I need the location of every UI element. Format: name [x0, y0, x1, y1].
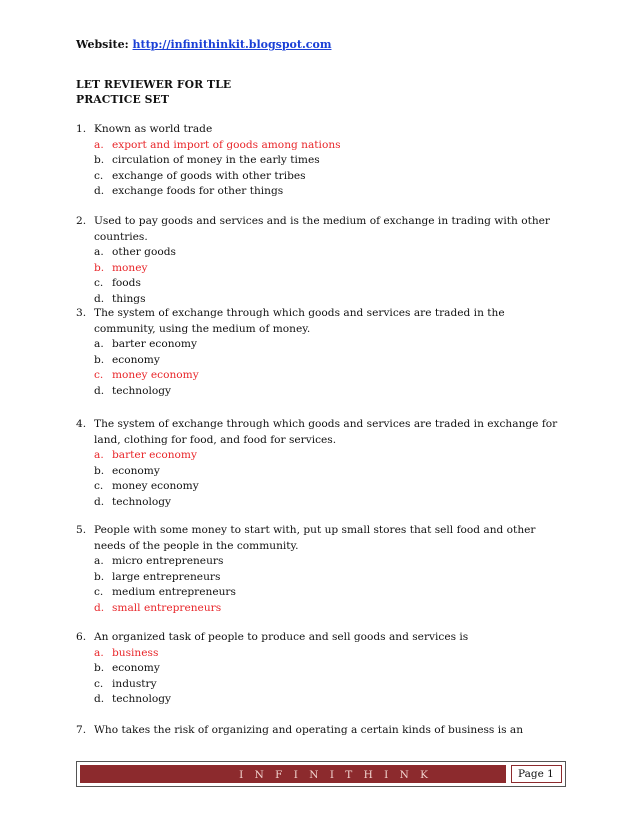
website-link[interactable]: http://infinithinkit.blogspot.com [132, 38, 332, 51]
option-text: exchange of goods with other tribes [112, 169, 306, 182]
answer-option [76, 495, 566, 511]
answer-option-correct [76, 261, 566, 277]
answer-option [76, 337, 566, 353]
question-stem [76, 214, 566, 245]
answer-option-correct [76, 448, 566, 464]
option-letter: c. [94, 677, 104, 690]
question-number: 4. [76, 418, 87, 430]
answer-option [76, 554, 566, 570]
question-number: 3. [76, 307, 87, 319]
question-item [76, 214, 566, 307]
option-text: money economy [112, 480, 199, 492]
question-stem [76, 417, 566, 448]
answer-option [76, 276, 566, 292]
option-text: technology [112, 384, 172, 397]
option-letter: c. [94, 586, 104, 598]
question-item [76, 122, 566, 200]
question-stem [76, 122, 566, 138]
option-letter: d. [94, 185, 105, 197]
option-letter: b. [94, 261, 105, 274]
option-letter: d. [94, 601, 105, 614]
option-letter: a. [94, 449, 104, 461]
option-text: barter economy [112, 449, 197, 461]
document-subtitle: PRACTICE SET [76, 93, 169, 106]
option-letter: c. [94, 277, 104, 289]
answer-option [76, 661, 566, 677]
question-number: 7. [76, 724, 87, 736]
answer-option [76, 692, 566, 708]
option-letter: a. [94, 138, 104, 151]
page-number-box [511, 765, 562, 783]
option-text: economy [112, 353, 160, 366]
option-text: export and import of goods among nations [112, 138, 341, 151]
question-stem [76, 523, 566, 554]
option-text: money economy [112, 369, 199, 381]
option-letter: a. [94, 555, 104, 567]
question-item [76, 523, 566, 616]
question-item [76, 630, 566, 708]
option-text: economy [112, 662, 160, 674]
question-number: 1. [76, 123, 87, 135]
question-stem [76, 306, 566, 337]
option-letter: c. [94, 169, 104, 182]
option-letter: c. [94, 369, 104, 381]
question-text: Who takes the risk of organizing and operating a certain kinds of business is an [94, 724, 524, 736]
question-number: 2. [76, 215, 87, 227]
document-title: LET REVIEWER FOR TLE [76, 78, 232, 91]
option-text: foods [112, 277, 141, 289]
website-line [76, 38, 331, 51]
answer-option [76, 570, 566, 586]
option-letter: d. [94, 384, 105, 397]
answer-option-correct [76, 646, 566, 662]
question-item [76, 723, 566, 739]
option-text: circulation of money in the early times [112, 154, 320, 166]
option-text: other goods [112, 246, 176, 258]
option-text: business [112, 646, 159, 659]
answer-option-correct [76, 601, 566, 617]
option-letter: a. [94, 246, 104, 258]
option-letter: d. [94, 495, 105, 508]
answer-option [76, 585, 566, 601]
option-text: technology [112, 495, 172, 508]
option-letter: a. [94, 646, 104, 659]
question-text: Known as world trade [94, 123, 213, 135]
answer-option [76, 479, 566, 495]
option-text: small entrepreneurs [112, 601, 222, 614]
answer-option-correct [76, 138, 566, 154]
question-text: The system of exchange through which goods and services are traded in the community, using the medium of money. [94, 307, 505, 335]
page-number: Page 1 [518, 768, 554, 780]
option-text: economy [112, 464, 160, 477]
question-item [76, 306, 566, 399]
option-letter: c. [94, 480, 104, 492]
option-letter: d. [94, 693, 105, 705]
option-letter: b. [94, 353, 105, 366]
option-text: micro entrepreneurs [112, 555, 224, 567]
option-letter: b. [94, 570, 105, 583]
answer-option-correct [76, 368, 566, 384]
page-footer [76, 761, 566, 787]
answer-option [76, 153, 566, 169]
option-letter: b. [94, 662, 105, 674]
option-letter: a. [94, 338, 104, 350]
website-label: Website: [76, 38, 129, 51]
answer-option [76, 245, 566, 261]
question-stem [76, 723, 566, 739]
question-text: The system of exchange through which goods and services are traded in exchange for land, clothing for food, and food for services. [94, 418, 558, 446]
option-text: things [112, 292, 146, 305]
answer-option [76, 292, 566, 308]
option-letter: d. [94, 292, 105, 305]
question-text: Used to pay goods and services and is the medium of exchange in trading with other countries. [94, 215, 550, 243]
option-text: money [112, 261, 148, 274]
option-text: exchange foods for other things [112, 185, 284, 197]
question-text: People with some money to start with, put up small stores that sell food and other needs of the people in the community. [94, 524, 536, 552]
answer-option [76, 169, 566, 185]
option-text: technology [112, 693, 172, 705]
question-number: 5. [76, 524, 87, 536]
question-text: An organized task of people to produce and sell goods and services is [94, 631, 469, 643]
option-text: barter economy [112, 338, 197, 350]
option-letter: b. [94, 154, 105, 166]
option-text: industry [112, 677, 157, 690]
question-number: 6. [76, 631, 87, 643]
footer-bar [80, 765, 506, 783]
answer-option [76, 353, 566, 369]
footer-brand: I N F I N I T H I N K [239, 769, 432, 781]
option-text: medium entrepreneurs [112, 586, 236, 598]
question-item [76, 417, 566, 510]
answer-option [76, 677, 566, 693]
answer-option [76, 384, 566, 400]
option-letter: b. [94, 464, 105, 477]
question-stem [76, 630, 566, 646]
option-text: large entrepreneurs [112, 570, 221, 583]
answer-option [76, 464, 566, 480]
answer-option [76, 184, 566, 200]
